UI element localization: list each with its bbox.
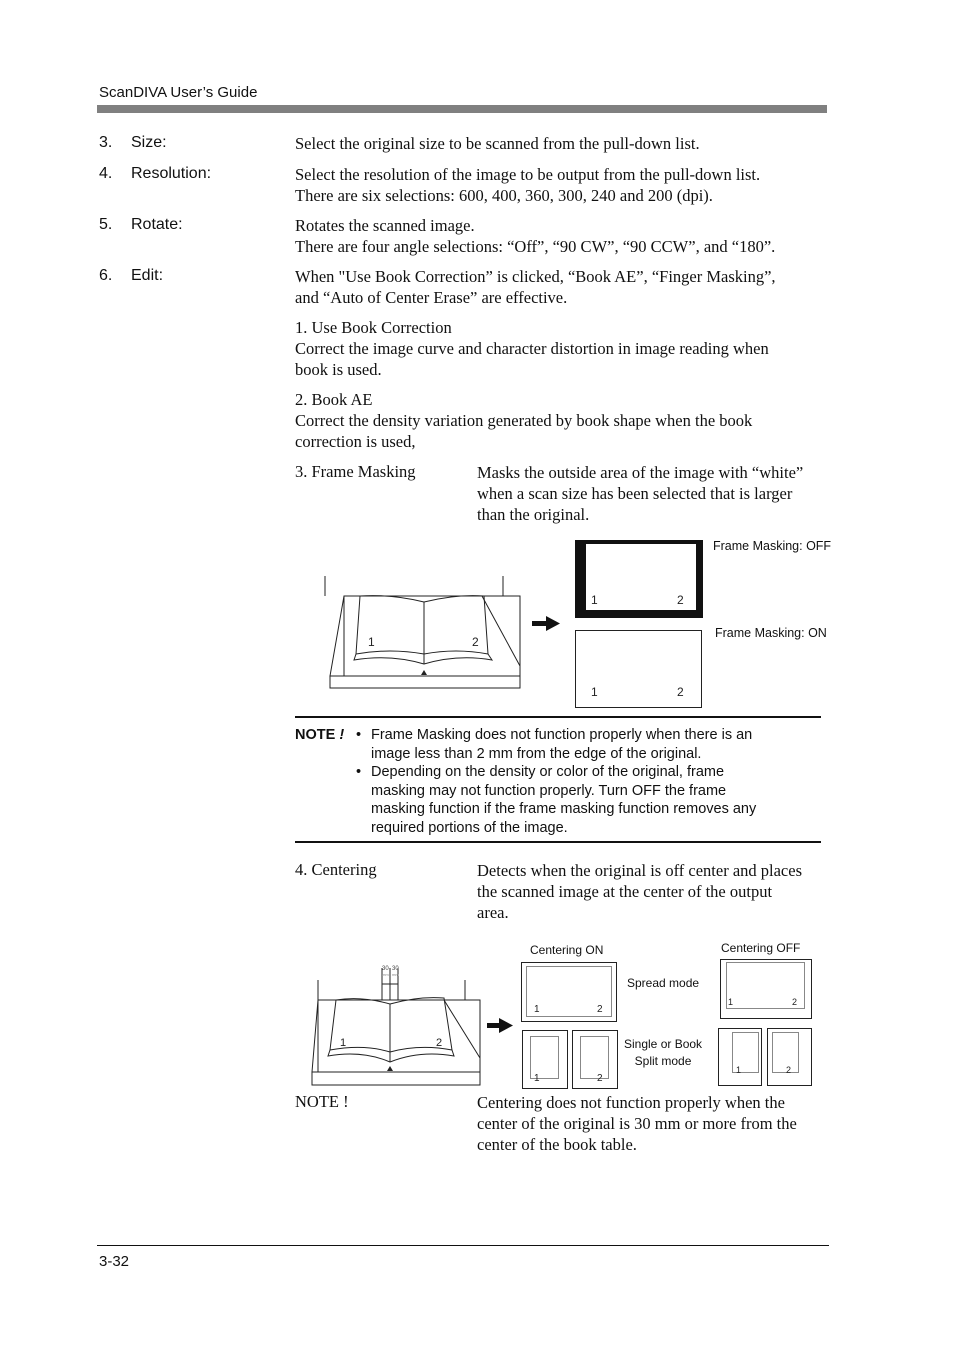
split-mode-label: Single or Book Split mode: [624, 1037, 703, 1068]
svg-text:2: 2: [597, 1073, 603, 1084]
centering-title: 4. Centering: [295, 860, 377, 879]
footer-rule: [97, 1245, 829, 1246]
note2-label: NOTE !: [295, 1092, 349, 1111]
svg-text:1: 1: [728, 997, 734, 1007]
center-marker-icon: [421, 670, 427, 675]
centering-figure: [310, 940, 820, 1092]
use-book-correction: 1. Use Book Correction Correct the image curve and character distortion in image reading when book is used.: [295, 317, 835, 380]
centering-off-spread-image: [721, 960, 812, 1019]
frame-masking-off-image: [575, 540, 703, 618]
item-resolution-desc: Select the resolution of the image to be output from the pull-down list. There are six selections: 600, 400, 360, 300, 240 and 200 (dpi).: [295, 165, 761, 205]
frame-masking-figure: [320, 536, 850, 714]
frame-masking-desc: Masks the outside area of the image with “white” when a scan size has been selected that is larger than the original.: [477, 463, 804, 524]
note-bullet-2: Depending on the density or color of the original, frame masking may not function properly. Turn OFF the frame masking function if the frame masking function removes any required portions of the image.: [371, 764, 757, 836]
spread-mode-label: Spread mode: [627, 976, 700, 990]
dim-unit-right: mm: [392, 972, 399, 977]
right-arrow-icon: [532, 616, 560, 631]
book-ae: 2. Book AE Correct the density variation generated by book shape when the book correction is used,: [295, 389, 835, 452]
svg-text:2: 2: [597, 1004, 603, 1015]
note-bullet-1: Frame Masking does not function properly when there is an image less than 2 mm from the edge of the original.: [371, 727, 753, 762]
header-rule: [97, 105, 827, 113]
svg-text:1: 1: [534, 1004, 540, 1015]
svg-text:1: 1: [591, 685, 598, 699]
dim-unit-left: mm: [382, 972, 389, 977]
page-number: 3-32: [99, 1253, 130, 1270]
note-label: NOTE !: [295, 727, 345, 743]
frame-masking-off-label: Frame Masking: OFF: [713, 539, 832, 553]
svg-text:2: 2: [786, 1065, 792, 1075]
item-edit-desc: When "Use Book Correction” is clicked, “Book AE”, “Finger Masking”, and “Auto of Center Erase” are effective.: [295, 267, 776, 307]
note2-text: Centering does not function properly when the center of the original is 30 mm or more from the center of the book table.: [477, 1093, 797, 1154]
centering-off-label: Centering OFF: [721, 941, 801, 955]
svg-text:2: 2: [792, 997, 798, 1007]
svg-text:1: 1: [534, 1073, 540, 1084]
svg-text:1: 1: [736, 1065, 742, 1075]
book-ae-title: 2. Book AE: [295, 390, 373, 409]
item-size-desc: Select the original size to be scanned from the pull-down list.: [295, 134, 700, 153]
note-box: [295, 716, 821, 843]
scanner-book-illustration: [312, 968, 480, 1085]
running-header: ScanDIVA User’s Guide: [99, 84, 258, 101]
book-page-left: 1: [368, 635, 375, 649]
svg-text:2: 2: [677, 685, 684, 699]
centering-off-split-image: [719, 1029, 812, 1086]
item-rotate-desc: Rotates the scanned image. There are four angle selections: “Off”, “90 CW”, “90 CCW”, and “180”.: [295, 216, 776, 256]
dim-label-left: 30: [382, 966, 389, 972]
center-marker-icon: [387, 1066, 393, 1071]
centering-desc: Detects when the original is off center and places the scanned image at the center of the output area.: [477, 861, 802, 922]
svg-text:2: 2: [436, 1037, 443, 1049]
frame-masking-on-label: Frame Masking: ON: [715, 626, 827, 640]
use-book-correction-title: 1. Use Book Correction: [295, 318, 452, 337]
frame-masking-title: 3. Frame Masking: [295, 462, 416, 481]
svg-text:2: 2: [677, 593, 684, 607]
dim-label-right: 30: [392, 966, 399, 972]
centering-on-label: Centering ON: [530, 943, 604, 957]
scanner-book-illustration: [325, 576, 520, 688]
book-page-right: 2: [472, 635, 479, 649]
bullet-icon: •: [356, 727, 362, 743]
bullet-icon: •: [356, 764, 362, 780]
frame-masking-on-image: [576, 631, 702, 708]
svg-text:1: 1: [591, 593, 598, 607]
right-arrow-icon: [487, 1018, 513, 1033]
svg-text:1: 1: [340, 1037, 347, 1049]
